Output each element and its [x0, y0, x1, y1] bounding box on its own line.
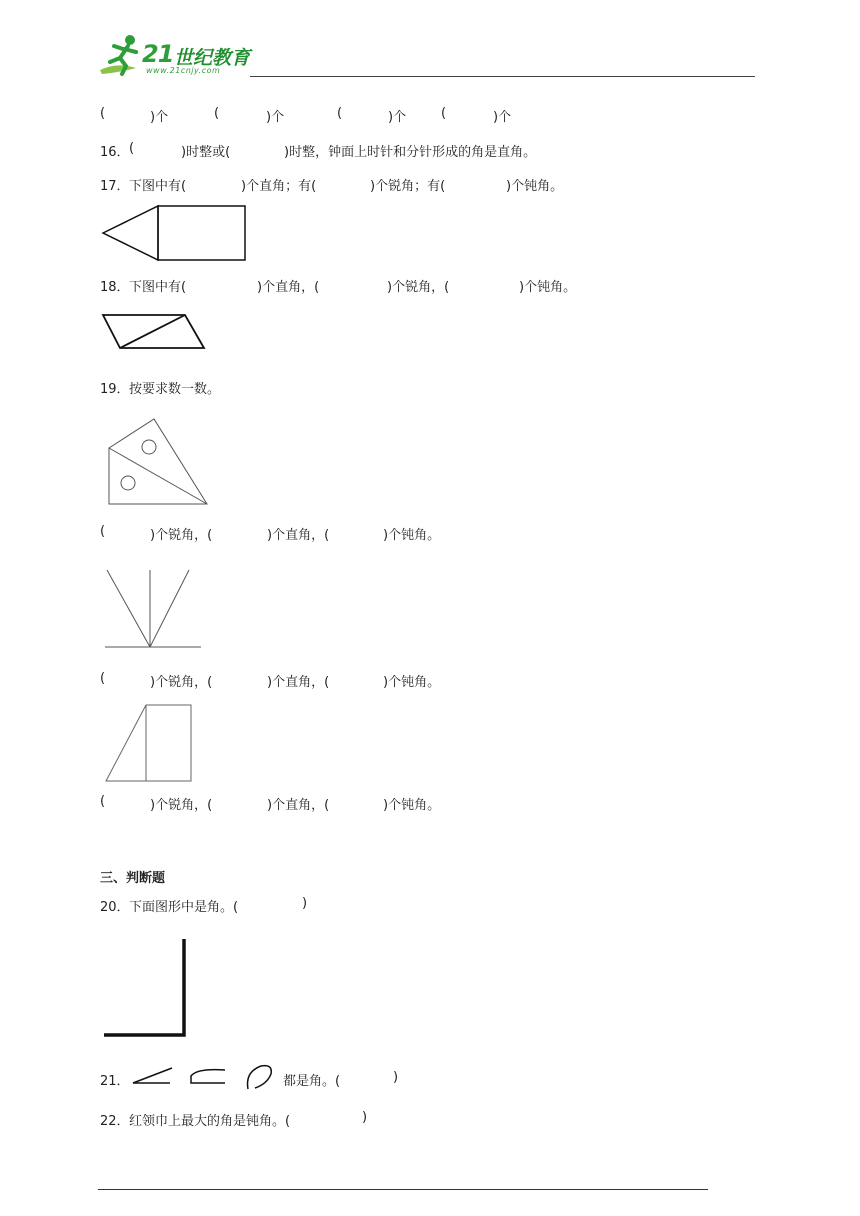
q19-1-part-a: (: [100, 524, 106, 539]
footer-divider: [98, 1189, 708, 1190]
q19-figure-fan-lines: [103, 568, 208, 650]
q19-3-part-d: )个钝角。: [383, 798, 441, 813]
q18-part-d: )个钝角。: [519, 280, 577, 295]
q18-part-b: )个直角，(: [257, 280, 320, 295]
q22-number: 22．: [100, 1114, 130, 1129]
q16-part-b: )时整或(: [181, 145, 231, 160]
q21-curved-angle-icon: [185, 1066, 229, 1086]
q19-2-part-b: )个锐角，(: [150, 675, 213, 690]
q17-figure-house: [100, 203, 250, 263]
q20-text: 下面图形中是角。(: [129, 900, 239, 915]
q19-2-part-c: )个直角，(: [267, 675, 330, 690]
q18-part-c: )个锐角，(: [387, 280, 450, 295]
q19-2-part-d: )个钝角。: [383, 675, 441, 690]
q15-blank-open-2: (: [214, 106, 220, 121]
q16-part-c: )时整，钟面上时针和分针形成的角是直角。: [284, 145, 537, 160]
q17-part-d: )个钝角。: [506, 179, 564, 194]
q20-figure-corner: [102, 937, 192, 1039]
q18-figure-parallelogram: [100, 312, 210, 352]
q21-close: ): [393, 1070, 399, 1085]
q17-part-a: 下图中有(: [129, 179, 187, 194]
q22-close: ): [362, 1110, 368, 1125]
q21-number: 21．: [100, 1074, 130, 1089]
q17-number: 17．: [100, 179, 130, 194]
q17-part-c: )个锐角；有(: [370, 179, 446, 194]
q19-2-part-a: (: [100, 671, 106, 686]
q19-1-part-d: )个钝角。: [383, 528, 441, 543]
q19-1-part-c: )个直角，(: [267, 528, 330, 543]
q15-blank-close-2: )个: [266, 110, 285, 125]
q21-text: 都是角。(: [283, 1074, 341, 1089]
q18-number: 18．: [100, 280, 130, 295]
q19-3-part-b: )个锐角，(: [150, 798, 213, 813]
q21-loop-icon: [243, 1062, 277, 1092]
q19-figure-trapezoid: [104, 703, 199, 785]
logo-text: 世纪教育: [174, 47, 251, 69]
q19-3-part-a: (: [100, 794, 106, 809]
q15-blank-close-3: )个: [388, 110, 407, 125]
q20-close: ): [302, 896, 308, 911]
q19-3-part-c: )个直角，(: [267, 798, 330, 813]
q15-blank-open-4: (: [441, 106, 447, 121]
logo-url: www.21cnjy.com: [146, 66, 221, 75]
section-title-judgment: 三、判断题: [100, 871, 166, 886]
q15-blank-open-1: (: [100, 106, 106, 121]
q15-blank-open-3: (: [337, 106, 343, 121]
q19-1-part-b: )个锐角，(: [150, 528, 213, 543]
q17-part-b: )个直角；有(: [241, 179, 317, 194]
q15-blank-close-4: )个: [493, 110, 512, 125]
q16-part-a: (: [129, 141, 135, 156]
header-divider: [250, 76, 755, 77]
q22-text: 红领巾上最大的角是钝角。(: [129, 1114, 291, 1129]
q20-number: 20．: [100, 900, 130, 915]
q16-number: 16．: [100, 145, 130, 160]
q21-angle-icon: [130, 1066, 174, 1086]
q18-part-a: 下图中有(: [129, 280, 187, 295]
q19-number: 19．: [100, 382, 130, 397]
q19-text: 按要求数一数。: [129, 382, 221, 397]
q19-figure-triangle-rulers: [106, 416, 216, 511]
logo-number: 21: [142, 40, 174, 68]
q15-blank-close-1: )个: [150, 110, 169, 125]
